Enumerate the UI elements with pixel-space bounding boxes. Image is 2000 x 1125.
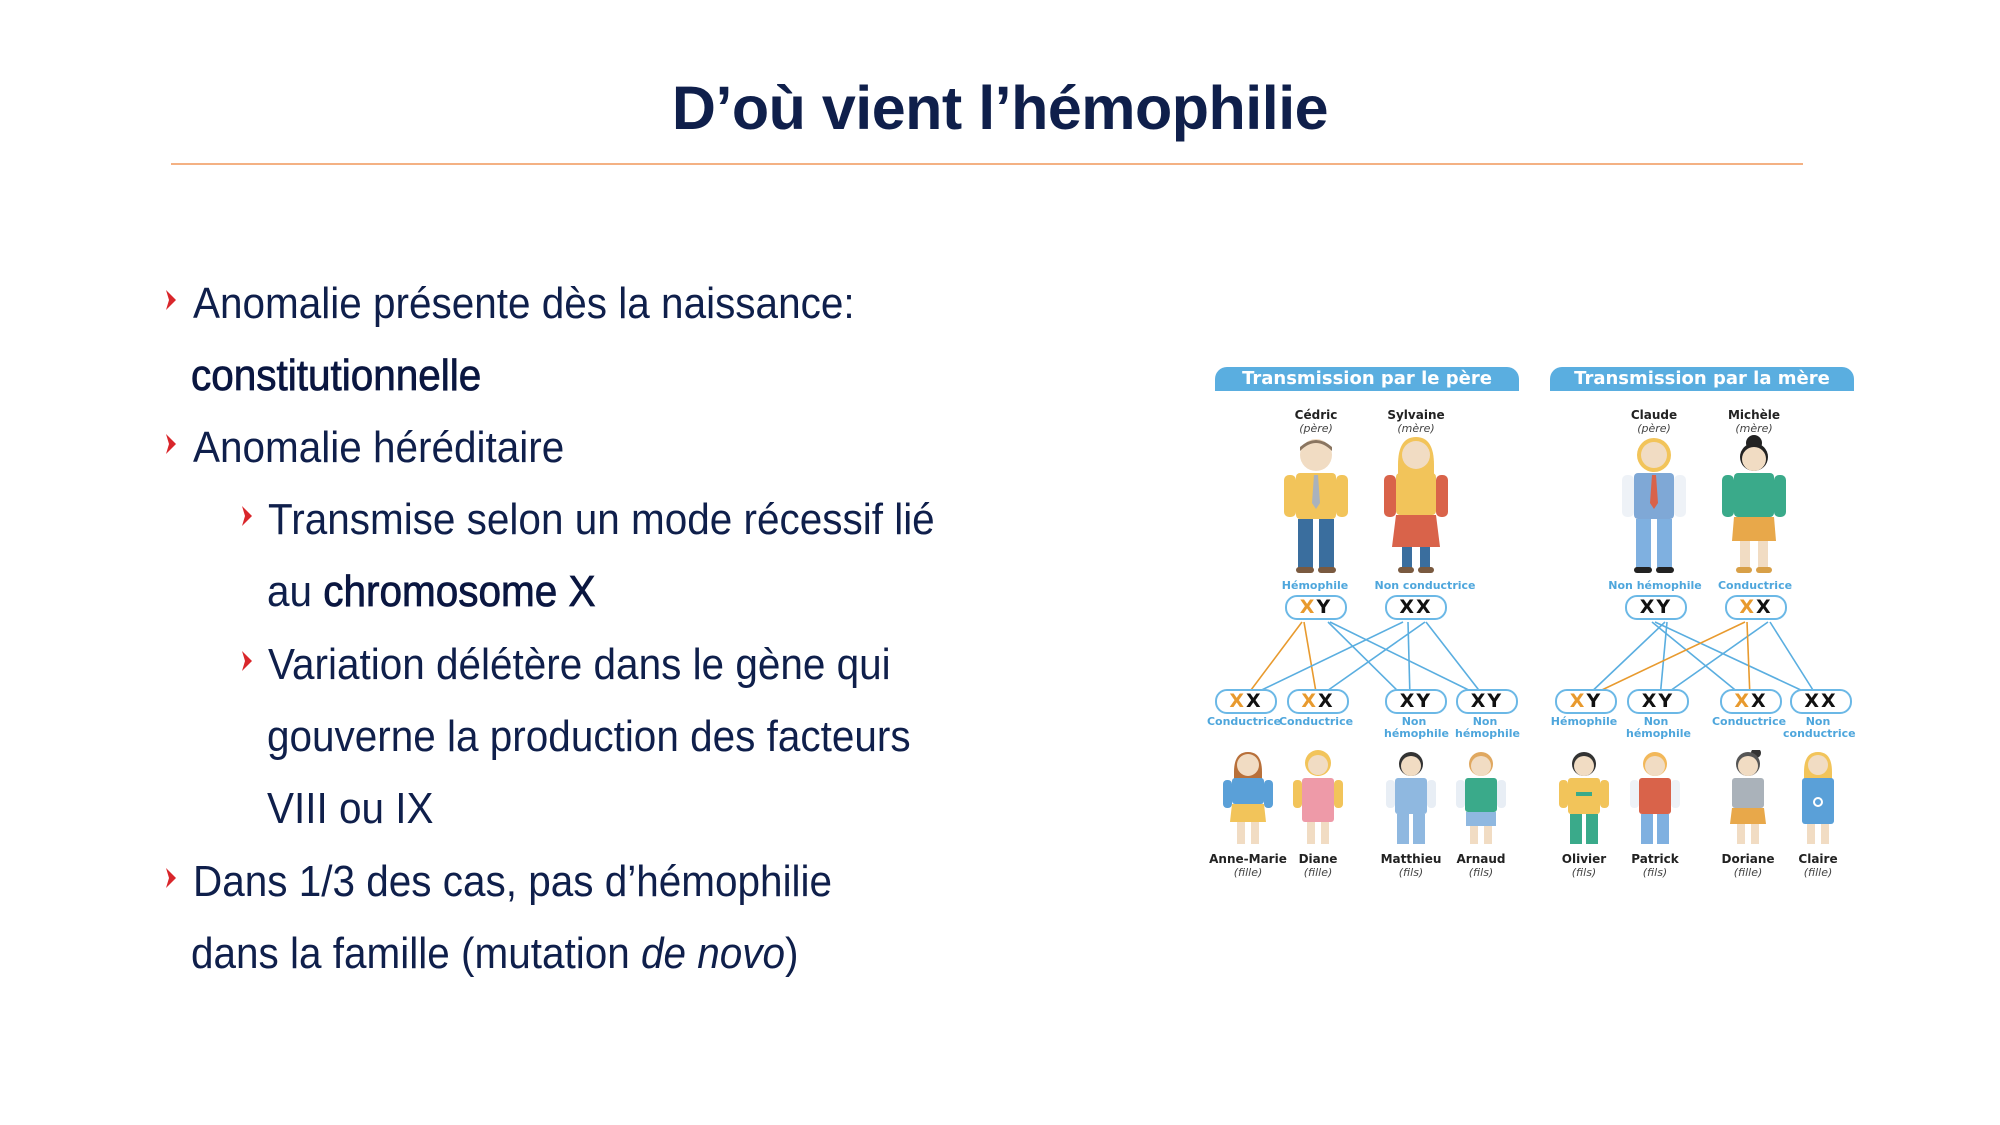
genotype-box: XY (1627, 689, 1689, 714)
emphasis-text: chromosome X (323, 567, 596, 616)
genotype-box: XX (1725, 595, 1787, 620)
text-prefix: dans la famille (mutation (191, 929, 641, 978)
genotype-box: XY (1456, 689, 1518, 714)
bullet-chevron-icon (165, 433, 177, 455)
bullet-text: Dans 1/3 des cas, pas d’hémophilie (193, 857, 833, 906)
genotype-box: XY (1385, 689, 1447, 714)
parent-name: Cédric (père) (1294, 408, 1338, 435)
child-figure-icon (1720, 750, 1776, 850)
status-label: Conductrice (1717, 579, 1793, 592)
bullet-text: Anomalie héréditaire (193, 423, 565, 472)
child-name: Doriane (fille) (1721, 852, 1775, 879)
status-label: Hémophile (1550, 715, 1618, 728)
panel-header: Transmission par le père (1215, 367, 1519, 391)
bullet-text (267, 556, 595, 628)
status-label: Non hémophile (1455, 715, 1521, 740)
status-label: Conductrice (1278, 715, 1354, 728)
genotype-box: XX (1790, 689, 1852, 714)
status-label: Non hémophile (1608, 579, 1702, 592)
slide-title: D’où vient l’hémophilie (671, 74, 1329, 142)
parent-name: Michèle (mère) (1727, 408, 1781, 435)
genotype-box: XX (1287, 689, 1349, 714)
bullet-chevron-icon (165, 867, 177, 889)
italic-text: de novo (640, 929, 786, 978)
status-label: Hémophile (1281, 579, 1349, 592)
child-figure-icon (1383, 750, 1439, 850)
child-name: Olivier (fils) (1561, 852, 1607, 879)
status-label: Conductrice (1711, 715, 1787, 728)
bullet-text: Anomalie présente dès la naissance: (193, 279, 855, 328)
child-figure-icon (1627, 750, 1683, 850)
status-label: Non hémophile (1626, 715, 1692, 740)
genotype-box: XY (1625, 595, 1687, 620)
father-figure-icon (1278, 435, 1354, 575)
genotype-box: XY (1285, 595, 1347, 620)
child-figure-icon (1453, 750, 1509, 850)
text-prefix: au (267, 567, 324, 616)
bullet-chevron-icon (241, 650, 253, 672)
status-label: Conductrice (1206, 715, 1282, 728)
child-name: Diane (fille) (1298, 852, 1338, 879)
bullet-chevron-icon (241, 505, 253, 527)
genotype-box: XY (1555, 689, 1617, 714)
text-suffix: ) (785, 929, 799, 978)
mother-figure-icon (1378, 435, 1454, 575)
panel-header: Transmission par la mère (1550, 367, 1854, 391)
status-label: Non hémophile (1384, 715, 1450, 740)
status-label: Non conductrice (1374, 579, 1476, 592)
child-figure-icon (1220, 750, 1276, 850)
child-name: Claire (fille) (1798, 852, 1838, 879)
parent-name: Sylvaine (mère) (1387, 408, 1445, 435)
bullet-text: VIII ou IX (267, 784, 434, 833)
child-name: Patrick (fils) (1631, 852, 1679, 879)
child-figure-icon (1556, 750, 1612, 850)
genotype-box: XX (1720, 689, 1782, 714)
emphasis-text: constitutionnelle (191, 351, 482, 400)
child-figure-icon (1290, 750, 1346, 850)
status-label: Non conductrice (1783, 715, 1856, 740)
genotype-box: XX (1385, 595, 1447, 620)
inheritance-diagram (1200, 360, 1880, 900)
bullet-text: Transmise selon un mode récessif lié (268, 495, 935, 544)
bullet-text (191, 340, 481, 412)
parent-name: Claude (père) (1630, 408, 1678, 435)
child-name: Arnaud (fils) (1456, 852, 1506, 879)
bullet-text: Variation délétère dans le gène qui (268, 640, 891, 689)
child-name: Anne-Marie (fille) (1209, 852, 1287, 879)
mother-figure-icon (1716, 435, 1792, 575)
child-name: Matthieu (fils) (1380, 852, 1442, 879)
father-figure-icon (1616, 435, 1692, 575)
bullet-text (191, 918, 799, 990)
genotype-box: XX (1215, 689, 1277, 714)
title-divider (171, 163, 1803, 165)
bullet-chevron-icon (165, 289, 177, 311)
child-figure-icon (1790, 750, 1846, 850)
bullet-text: gouverne la production des facteurs (267, 712, 911, 761)
